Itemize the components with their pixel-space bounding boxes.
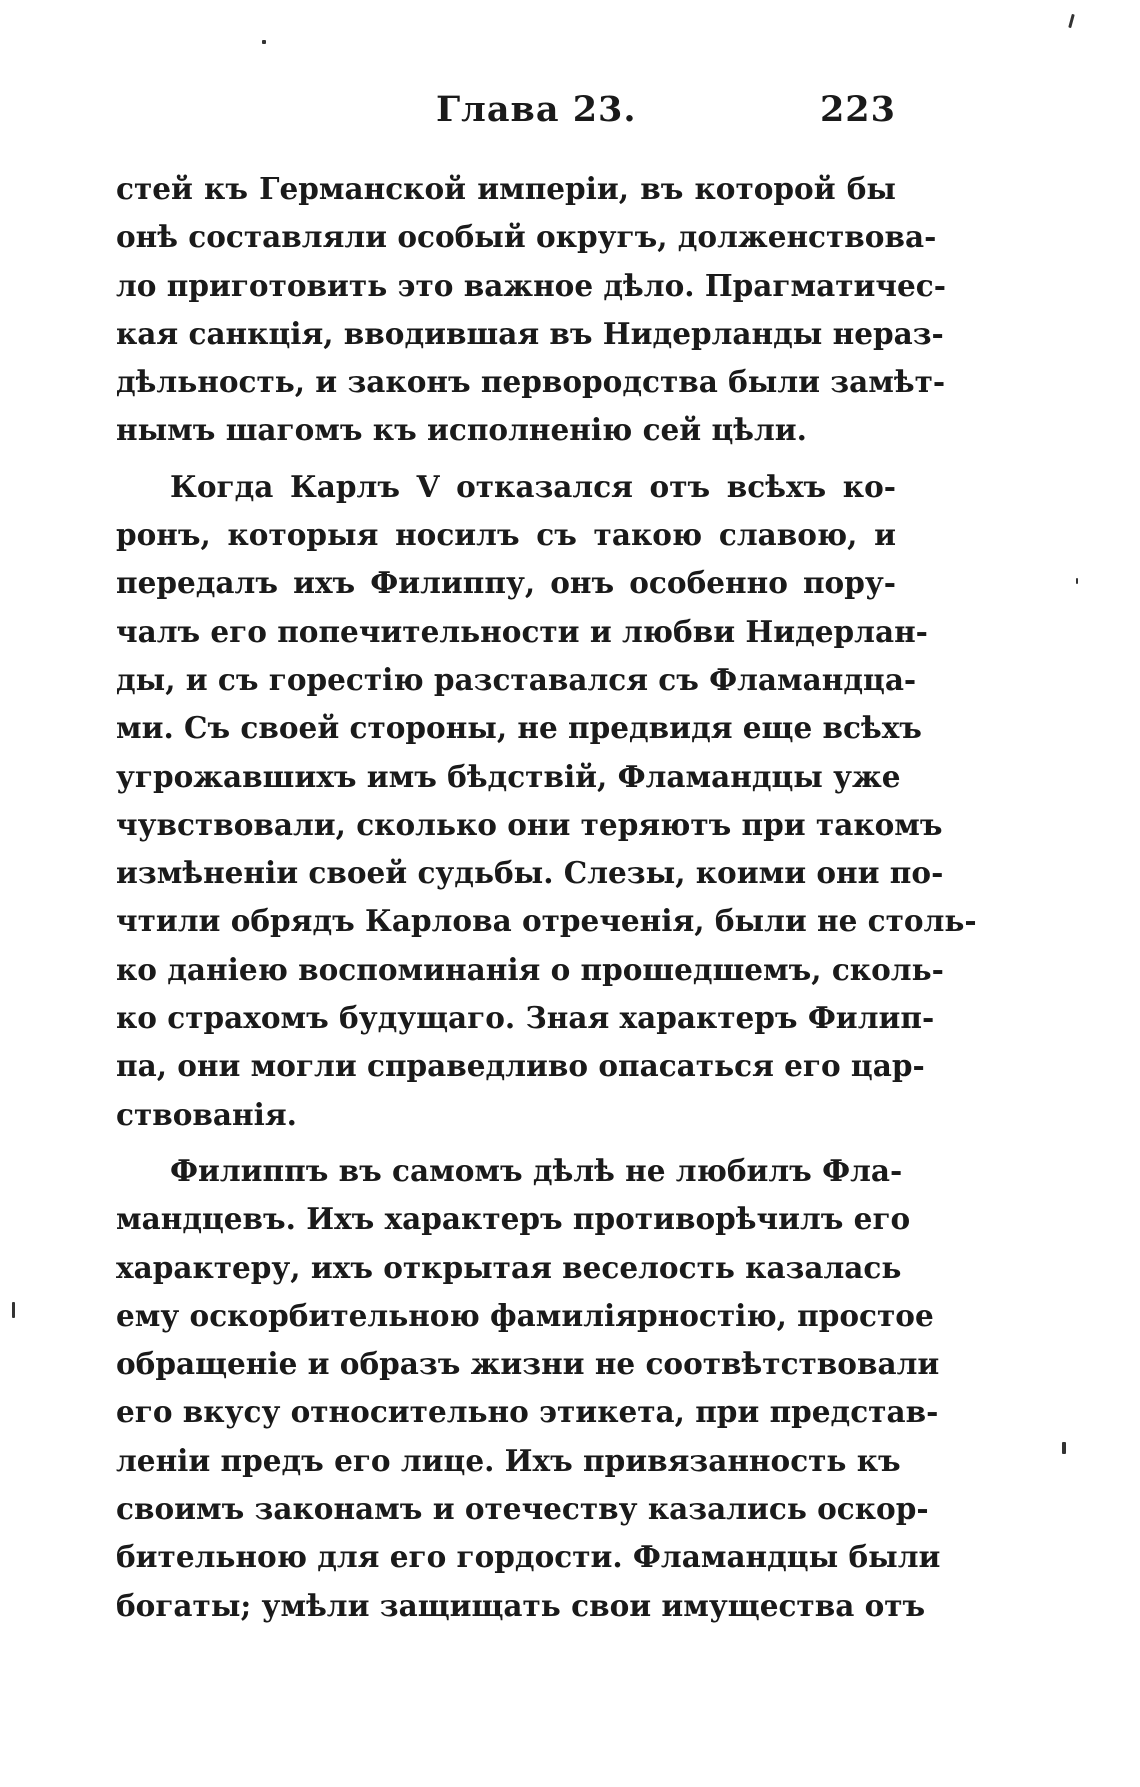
text-line: Когда Карлъ V отказался отъ всѣхъ ко- — [170, 468, 896, 504]
text-line: его вкусу относительно этикета, при представ- — [116, 1394, 939, 1430]
text-line: передалъ ихъ Филиппу, онъ особенно пору- — [116, 565, 896, 601]
text-line: ко страхомъ будущаго. Зная характеръ Филип- — [116, 1000, 935, 1036]
page-number: 223 — [819, 89, 896, 130]
text-line: ло приготовить это важное дѣло. Прагматичес- — [116, 267, 946, 303]
text-line: онѣ составляли особый округъ, долженствова- — [116, 219, 937, 255]
text-line: ми. Съ своей стороны, не предвидя еще всѣхъ — [116, 710, 922, 746]
text-line: своимъ законамъ и отечеству казались оскор- — [116, 1491, 929, 1527]
text-line: стей къ Германской имперіи, въ которой бы — [116, 171, 896, 206]
text-line: нымъ шагомъ къ исполненію сей цѣли. — [116, 412, 807, 448]
text-line: характеру, ихъ открытая веселость казалась — [116, 1249, 902, 1285]
paragraph-2 — [116, 463, 977, 1139]
text-line: обращеніе и образъ жизни не соотвѣтствовали — [116, 1346, 940, 1382]
text-line: дѣльность, и законъ первородства были замѣт- — [116, 364, 946, 400]
text-line: чтили обрядъ Карлова отреченія, были не столь- — [116, 903, 977, 939]
ink-speck — [262, 40, 266, 44]
ink-speck — [1076, 578, 1078, 584]
text-line: па, они могли справедливо опасаться его цар- — [116, 1048, 925, 1084]
text-line: мандцевъ. Ихъ характеръ противорѣчилъ его — [116, 1201, 911, 1237]
paragraph-1 — [116, 165, 946, 455]
ink-speck — [12, 1302, 15, 1318]
text-line: ствованія. — [116, 1096, 297, 1132]
ink-speck — [1068, 14, 1075, 28]
text-line: кая санкція, вводившая въ Нидерланды нераз- — [116, 315, 944, 351]
paragraph-3 — [116, 1147, 941, 1630]
text-line: чалъ его попечительности и любви Нидерлан- — [116, 613, 928, 649]
text-line: ронъ, которыя носилъ съ такою славою, и — [116, 517, 896, 553]
text-line: чувствовали, сколько они теряютъ при такомъ — [116, 806, 943, 842]
text-line: угрожавшихъ имъ бѣдствій, Фламандцы уже — [116, 758, 901, 794]
chapter-heading: Глава 23. — [436, 89, 637, 130]
ink-speck — [1062, 1442, 1066, 1454]
text-line: ко даніею воспоминанія о прошедшемъ, сколь- — [116, 951, 944, 987]
text-line: ды, и съ горестію разставался съ Фламандца- — [116, 661, 917, 697]
text-line: леніи предъ его лице. Ихъ привязанность къ — [116, 1442, 901, 1478]
text-line: Филиппъ въ самомъ дѣлѣ не любилъ Фла- — [170, 1152, 903, 1188]
text-line: ему оскорбительною фамиліярностію, простое — [116, 1297, 934, 1333]
text-body — [116, 165, 977, 1630]
running-head — [116, 80, 896, 140]
text-line: измѣненіи своей судьбы. Слезы, коими они по- — [116, 855, 944, 891]
text-line: богаты; умѣли защищать свои имущества отъ — [116, 1587, 926, 1623]
text-line: бительною для его гордости. Фламандцы были — [116, 1539, 941, 1575]
